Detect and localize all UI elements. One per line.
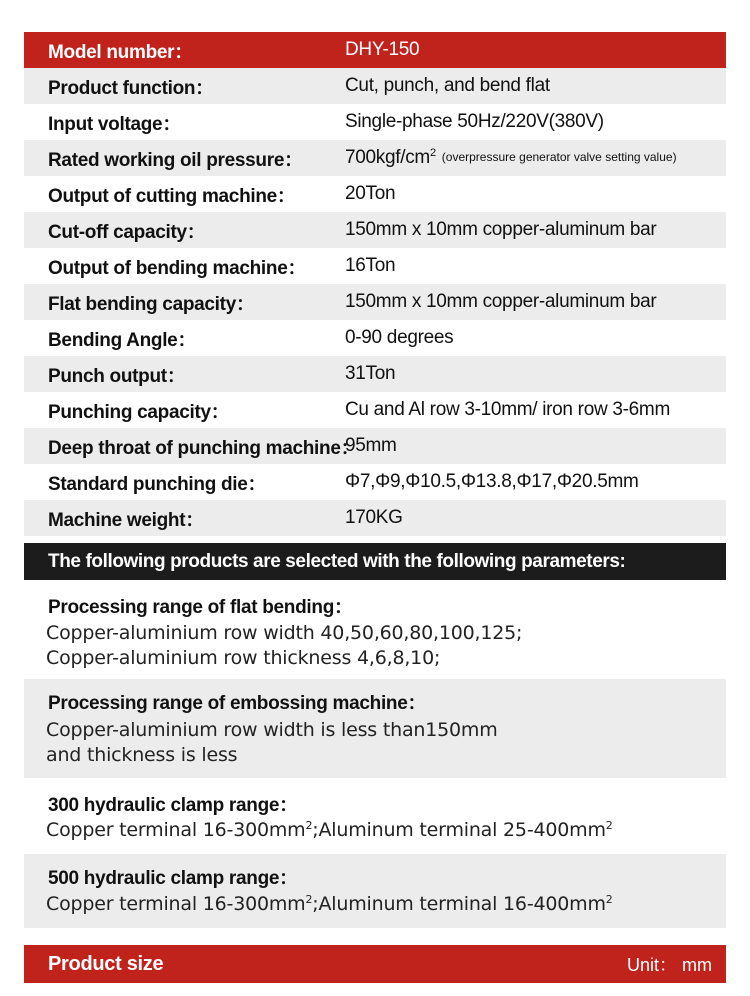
pressure-note: (overpressure generator valve setting value) [441,150,677,164]
spec-value: Φ7,Φ9,Φ10.5,Φ13.8,Φ17,Φ20.5mm [345,471,639,492]
spec-row-cutoff-capacity [24,212,726,248]
spec-row-model [24,32,726,68]
spec-value: 16Ton [345,255,396,276]
spec-label: Punching capacity： [48,401,230,423]
spec-value: Cu and Al row 3-10mm/ iron row 3-6mm [345,399,670,420]
spec-row-oil-pressure [24,140,726,176]
clamp-500-copper: Copper terminal 16-300mm [46,893,306,915]
spec-label: Output of bending machine： [48,257,307,279]
flat-bending-thickness: Copper-aluminium row thickness 4,6,8,10; [46,647,441,669]
pressure-value: 700kgf/cm [345,147,430,168]
clamp-300-title: 300 hydraulic clamp range： [48,795,298,816]
embossing-section [24,679,726,778]
superscript: 2 [305,819,313,832]
spec-label: Product function： [48,77,214,99]
spec-value: Single-phase 50Hz/220V(380V) [345,111,604,132]
spec-value: 95mm [345,435,397,456]
spec-label: Deep throat of punching machine： [48,437,360,459]
spec-label: Output of cutting machine： [48,185,296,207]
clamp-500-range [46,893,613,915]
embossing-title: Processing range of embossing machine： [48,693,427,714]
embossing-thickness: and thickness is less [46,744,238,766]
spec-label: Standard punching die： [48,473,267,495]
selection-banner: The following products are selected with the following parameters: [24,543,726,580]
spec-row-flat-bending [24,284,726,320]
clamp-500-title: 500 hydraulic clamp range： [48,868,298,889]
spec-value [345,147,726,169]
spec-row-deep-throat [24,428,726,464]
spec-value: 150mm x 10mm copper-aluminum bar [345,291,657,312]
spec-row-weight [24,500,726,536]
spec-label: Input voltage： [48,113,182,135]
spec-row-function [24,68,726,104]
clamp-500-aluminum: ;Aluminum terminal 16-400mm [312,893,606,915]
spec-value: Cut, punch, and bend flat [345,75,550,96]
embossing-width: Copper-aluminium row width is less than150mm [46,719,498,741]
spec-row-punching-die [24,464,726,500]
spec-table [24,32,726,536]
spec-row-punch-output [24,356,726,392]
spec-label: Machine weight： [48,509,204,531]
spec-label: Rated working oil pressure： [48,149,303,171]
unit-label: Unit： mm [627,955,712,975]
flat-bending-title: Processing range of flat bending： [48,597,353,618]
spec-value: 150mm x 10mm copper-aluminum bar [345,219,657,240]
pressure-superscript: 2 [429,147,436,159]
spec-value: 0-90 degrees [345,327,454,348]
clamp-300-range [46,819,613,841]
superscript: 2 [605,819,613,832]
spec-value: 20Ton [345,183,396,204]
clamp-300-copper: Copper terminal 16-300mm [46,819,306,841]
product-size-bar [24,945,726,983]
superscript: 2 [305,893,313,906]
spec-row-bending-angle [24,320,726,356]
spec-label: Flat bending capacity： [48,293,255,315]
flat-bending-section [24,584,726,676]
clamp-300-section [24,780,726,852]
flat-bending-width: Copper-aluminium row width 40,50,60,80,100,125; [46,622,523,644]
spec-value: DHY-150 [345,39,420,60]
spec-row-bending-output [24,248,726,284]
spec-label: Cut-off capacity： [48,221,206,243]
spec-row-voltage [24,104,726,140]
spec-row-punching-capacity [24,392,726,428]
spec-label: Punch output： [48,365,186,387]
spec-label: Model number： [48,41,193,63]
spec-label: Bending Angle： [48,329,197,351]
clamp-500-section [24,854,726,928]
spec-value: 31Ton [345,363,396,384]
spec-row-cutting-output [24,176,726,212]
spec-value: 170KG [345,507,403,528]
clamp-300-aluminum: ;Aluminum terminal 25-400mm [312,819,606,841]
product-size-title: Product size [48,952,164,975]
superscript: 2 [605,893,613,906]
